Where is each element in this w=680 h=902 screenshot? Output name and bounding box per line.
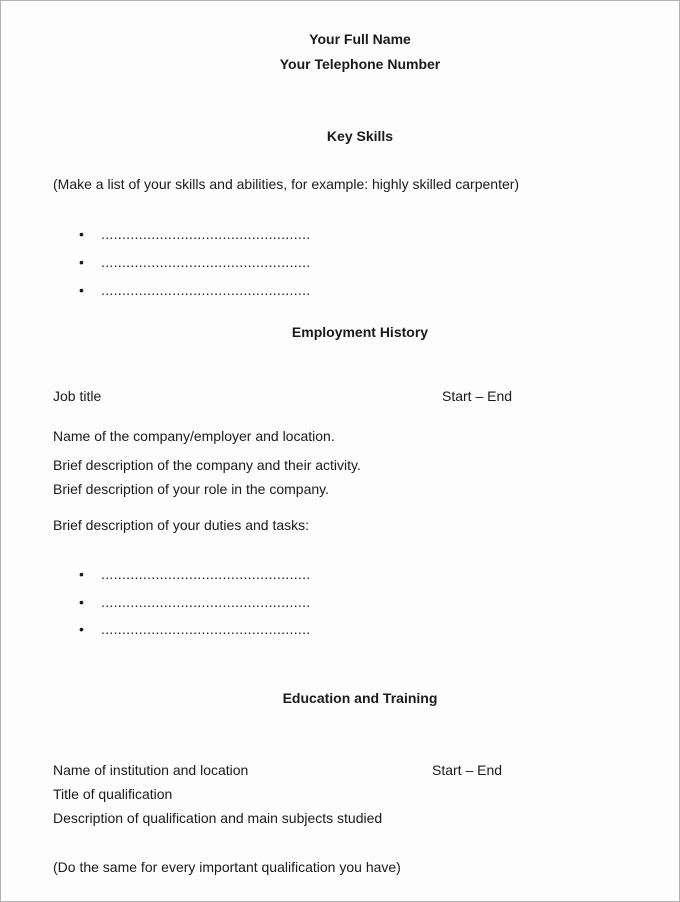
key-skills-bullet-placeholder: .................................................. <box>101 226 311 242</box>
education-note: (Do the same for every important qualification you have) <box>53 859 401 875</box>
key-skills-bullet-row <box>53 254 667 270</box>
qualification-description-line: Description of qualification and main subjects studied <box>53 810 383 826</box>
education-title: Education and Training <box>282 690 438 706</box>
bullet-icon: • <box>79 566 84 582</box>
job-title-label: Job title <box>53 388 102 404</box>
employment-duties-label: Brief description of your duties and tasks: <box>53 517 310 533</box>
key-skills-bullet-placeholder: .................................................. <box>101 282 311 298</box>
key-skills-bullet-row <box>53 282 667 298</box>
key-skills-bullet-placeholder: .................................................. <box>101 254 311 270</box>
duties-bullet-row <box>53 594 667 610</box>
duties-bullet-placeholder: .................................................. <box>101 621 311 637</box>
duties-bullet-row <box>53 621 667 637</box>
employment-activity-line: Brief description of the company and their activity. <box>53 457 361 473</box>
employment-company-line: Name of the company/employer and location. <box>53 428 335 444</box>
education-institution-row <box>53 762 667 778</box>
duties-bullet-row <box>53 566 667 582</box>
institution-label: Name of institution and location <box>53 762 249 778</box>
employment-role-line: Brief description of your role in the company. <box>53 481 329 497</box>
telephone-heading: Your Telephone Number <box>279 56 441 72</box>
bullet-icon: • <box>79 621 84 637</box>
employment-history-title: Employment History <box>291 324 429 340</box>
key-skills-bullet-row <box>53 226 667 242</box>
bullet-icon: • <box>79 226 84 242</box>
bullet-icon: • <box>79 282 84 298</box>
key-skills-title: Key Skills <box>326 128 394 144</box>
duties-bullet-placeholder: .................................................. <box>101 594 311 610</box>
full-name-heading: Your Full Name <box>309 31 411 47</box>
education-date-range: Start – End <box>432 762 503 778</box>
duties-bullet-placeholder: .................................................. <box>101 566 311 582</box>
qualification-title-line: Title of qualification <box>53 786 173 802</box>
employment-date-range: Start – End <box>442 388 513 404</box>
key-skills-note: (Make a list of your skills and abilities, for example: highly skilled carpenter) <box>53 176 520 192</box>
bullet-icon: • <box>79 594 84 610</box>
employment-job-row <box>53 388 667 404</box>
bullet-icon: • <box>79 254 84 270</box>
